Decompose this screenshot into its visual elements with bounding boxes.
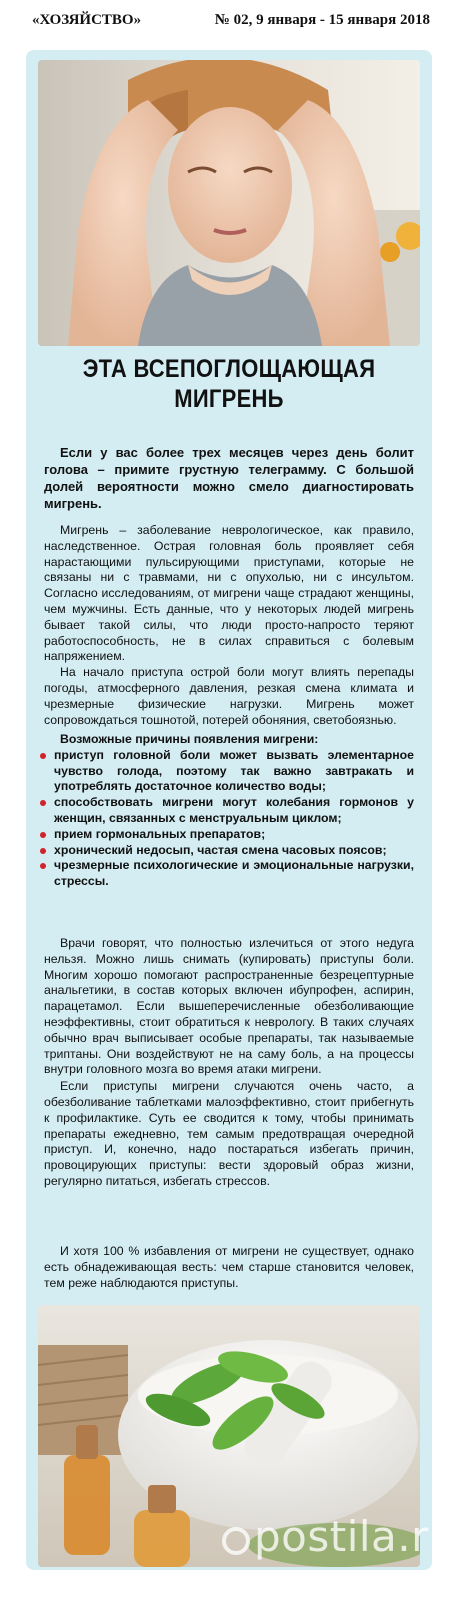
list-item — [44, 858, 414, 890]
photo-woman-headache — [38, 60, 420, 346]
paragraph-2: На начало приступа острой боли могут влиять перепады погоды, атмосферного давления, резкая смена климата и чрезмерные физические нагрузки. Мигрень может сопровождаться тошнотой, потерей обоняния, светобоязнью. — [44, 665, 414, 727]
list-item-text: приступ головной боли может вызвать элементарное чувство голода, поэтому так важно завтракать и употреблять достаточное количество воды; — [54, 747, 414, 794]
article-body-1 — [44, 523, 414, 728]
newspaper-name: «ХОЗЯЙСТВО» — [32, 12, 142, 28]
paragraph-5: И хотя 100 % избавления от мигрени не существует, однако есть обнадеживающая весть: чем старше становится человек, тем реже наблюдаются приступы. — [44, 1244, 414, 1290]
article-body-3 — [44, 1244, 414, 1291]
watermark — [222, 1512, 456, 1561]
bullet-icon — [40, 832, 46, 838]
list-item — [44, 748, 414, 795]
lead-paragraph: Если у вас более трех месяцев через день болит голова – примите грустную телеграмму. С большой долей вероятности можно смело диагностировать мигрень. — [44, 445, 414, 511]
watermark-text: postila.ru — [254, 1512, 457, 1561]
bullet-icon — [40, 848, 46, 854]
causes-list — [44, 748, 414, 890]
list-item-text: хронический недосып, частая смена часовых поясов; — [54, 842, 387, 857]
article-lead — [44, 444, 414, 512]
causes-title: Возможные причины появления мигрени: — [60, 732, 319, 746]
list-item — [44, 827, 414, 843]
article-title: ЭТА ВСЕПОГЛОЩАЮЩАЯ МИГРЕНЬ — [82, 355, 376, 413]
bullet-icon — [40, 800, 46, 806]
paragraph-3: Врачи говорят, что полностью излечиться от этого недуга нельзя. Можно лишь снимать (купировать) приступы боли. Многим хорошо помогают распространенные безрецептурные анальгетики, в состав которых включен ибупрофен, аспирин, парацетамол. Если вышеперечисленные обезболивающие неэффективны, стоит обратиться к неврологу. В таких случаях обычно врач выписывает особые препараты, так называемые триптаны. Они воздействуют не на саму боль, а на процессы внутри головного мозга во время атаки мигрени. — [44, 936, 414, 1077]
issue-date: № 02, 9 января - 15 января 2018 — [214, 12, 430, 28]
paragraph-1: Мигрень – заболевание неврологическое, как правило, наследственное. Острая головная боль проявляет себя нарастающими пульсирующими приступами, которые не связаны ни с травмами, ни с опухолью, ни с инсультом. Согласно исследованиям, от мигрени чаще страдают женщины, чем мужчины. Есть данные, что у некоторых людей мигрень бывает такой силы, что люди просто-напросто теряют работоспособность, не в силах справиться с болевым напряжением. — [44, 523, 414, 664]
paragraph-4: Если приступы мигрени случаются очень часто, а обезболивание таблетками малоэффективно, стоит прибегнуть к профилактике. Суть ее сводится к тому, чтобы принимать препараты ежедневно, тем самым предотвращая очередной приступ. И, конечно, надо постараться избегать причин, провоцирующих приступы: вести здоровый образ жизни, регулярно питаться, избегать стрессов. — [44, 1079, 414, 1188]
list-item-text: чрезмерные психологические и эмоциональные нагрузки, стрессы. — [54, 858, 414, 889]
bullet-icon — [40, 863, 46, 869]
watermark-logo-icon — [222, 1527, 250, 1555]
list-item — [44, 795, 414, 827]
list-item-text: способствовать мигрени могут колебания гормонов у женщин, связанных с менструальным циклом; — [54, 795, 414, 825]
bullet-icon — [40, 753, 46, 759]
list-item — [44, 843, 414, 859]
list-item-text: прием гормональных препаратов; — [54, 826, 266, 841]
article-body-2 — [44, 936, 414, 1190]
causes-section — [44, 732, 414, 890]
masthead — [0, 0, 460, 40]
